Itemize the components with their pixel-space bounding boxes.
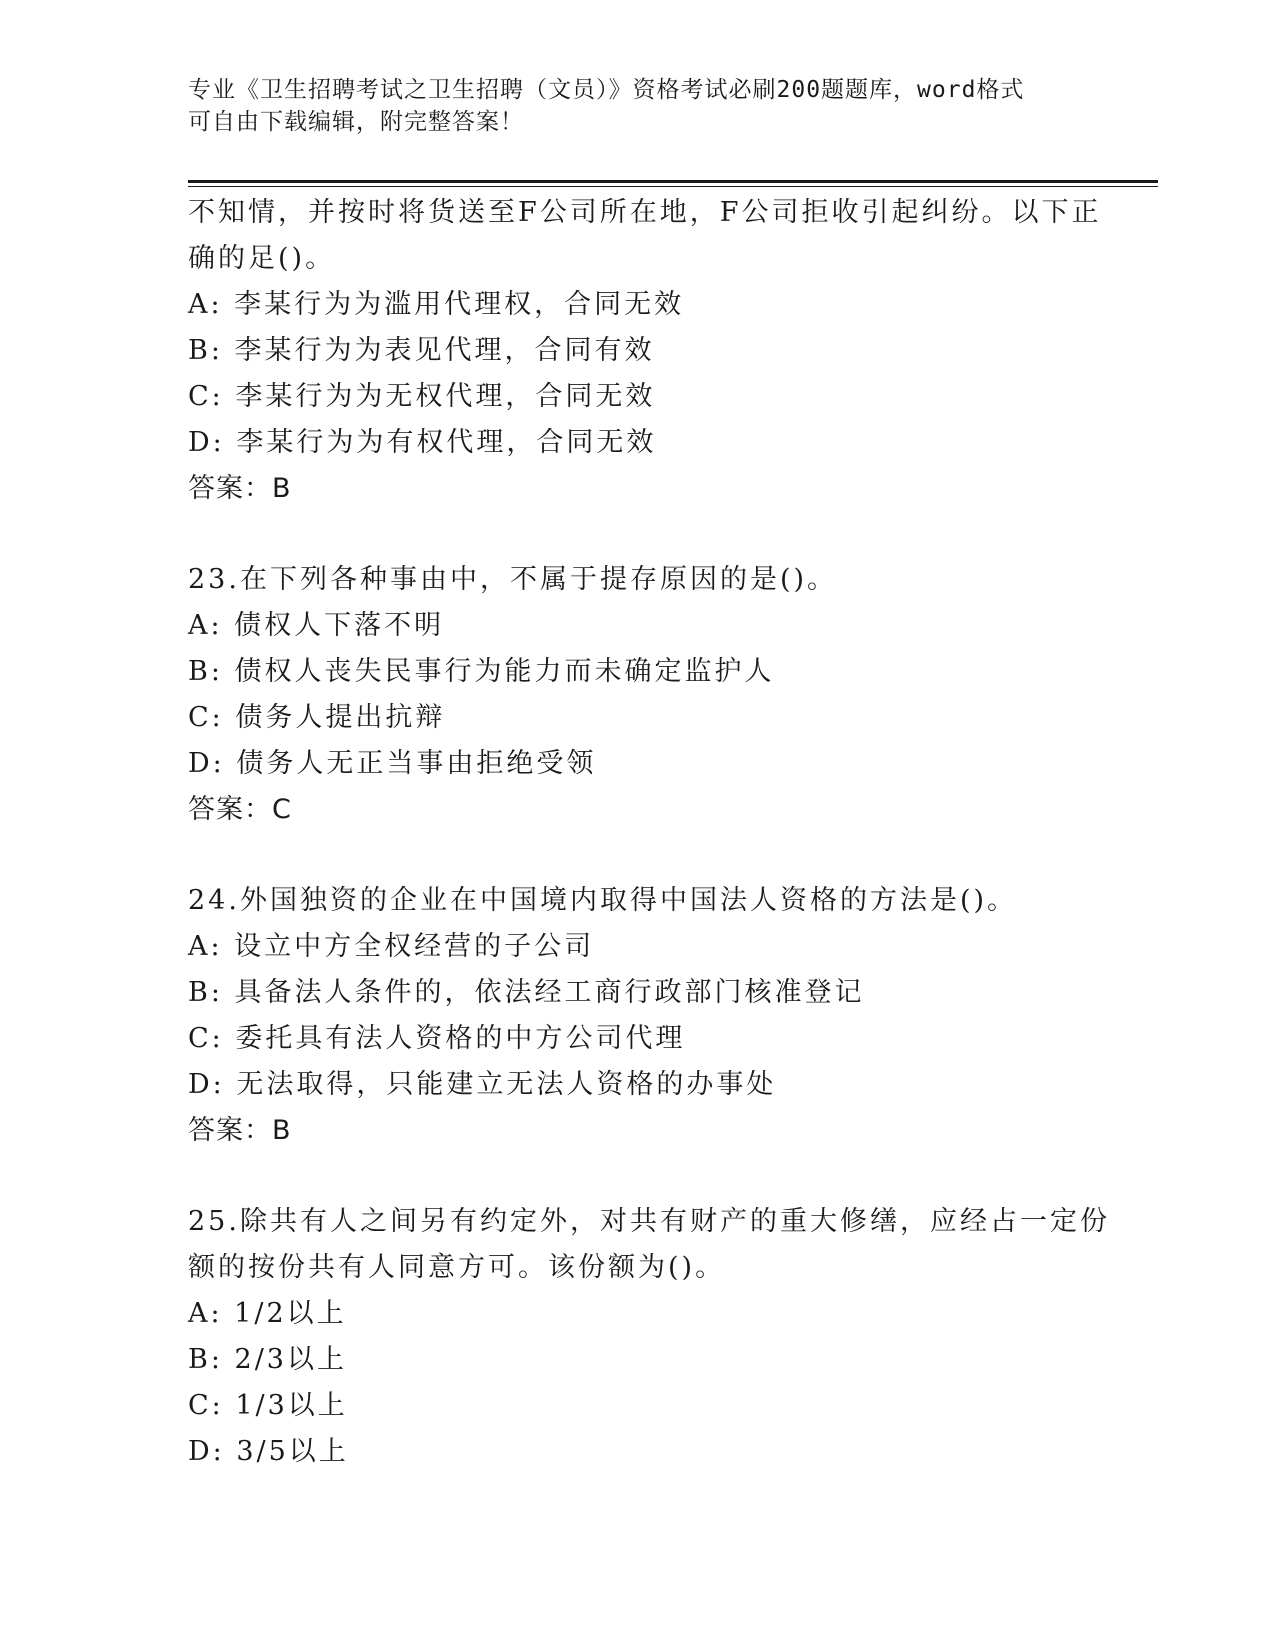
option-d: D: 债务人无正当事由拒绝受领: [188, 748, 597, 779]
question-stem: 24.外国独资的企业在中国境内取得中国法人资格的方法是()。: [188, 885, 1018, 916]
option-b: B: 债权人丧失民事行为能力而未确定监护人: [188, 656, 775, 687]
header-title-line-1: 专业《卫生招聘考试之卫生招聘（文员）》资格考试必刷200题题库，word格式: [188, 77, 1025, 103]
option-a: A: 设立中方全权经营的子公司: [188, 931, 595, 962]
question-list: [188, 190, 1108, 1475]
question-22: [188, 190, 1108, 512]
header-divider-thin: [188, 186, 1158, 187]
header-divider-thick: [188, 180, 1158, 183]
document-header: [188, 74, 1088, 138]
option-d: D: 李某行为为有权代理，合同无效: [188, 427, 657, 458]
question-24: [188, 878, 1108, 1154]
option-c: C: 委托具有法人资格的中方公司代理: [188, 1023, 686, 1054]
option-a: A: 债权人下落不明: [188, 610, 445, 641]
question-stem: 23.在下列各种事由中，不属于提存原因的是()。: [188, 564, 838, 595]
option-a: A: 1/2以上: [188, 1298, 347, 1329]
question-stem: 确的足()。: [188, 243, 336, 274]
option-c: C: 李某行为为无权代理，合同无效: [188, 381, 656, 412]
option-d: D: 无法取得，只能建立无法人资格的办事处: [188, 1069, 777, 1100]
answer-line: 答案：B: [188, 1115, 292, 1146]
option-c: C: 债务人提出抗辩: [188, 702, 446, 733]
option-b: B: 2/3以上: [188, 1344, 347, 1375]
option-b: B: 李某行为为表见代理，合同有效: [188, 335, 655, 366]
question-25: [188, 1199, 1108, 1475]
question-spacer: [188, 512, 1108, 557]
question-stem: 额的按份共有人同意方可。该份额为()。: [188, 1252, 726, 1283]
question-stem: 25.除共有人之间另有约定外，对共有财产的重大修缮，应经占一定份: [188, 1206, 1110, 1237]
option-d: D: 3/5以上: [188, 1436, 349, 1467]
option-a: A: 李某行为为滥用代理权，合同无效: [188, 289, 685, 320]
question-stem: 不知情，并按时将货送至F公司所在地，F公司拒收引起纠纷。以下正: [188, 197, 1102, 228]
option-c: C: 1/3以上: [188, 1390, 348, 1421]
option-b: B: 具备法人条件的，依法经工商行政部门核准登记: [188, 977, 865, 1008]
question-23: [188, 557, 1108, 833]
header-title-line-2: 可自由下载编辑，附完整答案！: [188, 109, 524, 135]
answer-line: 答案：C: [188, 794, 292, 825]
question-spacer: [188, 833, 1108, 878]
question-spacer: [188, 1154, 1108, 1199]
answer-line: 答案：B: [188, 473, 292, 504]
